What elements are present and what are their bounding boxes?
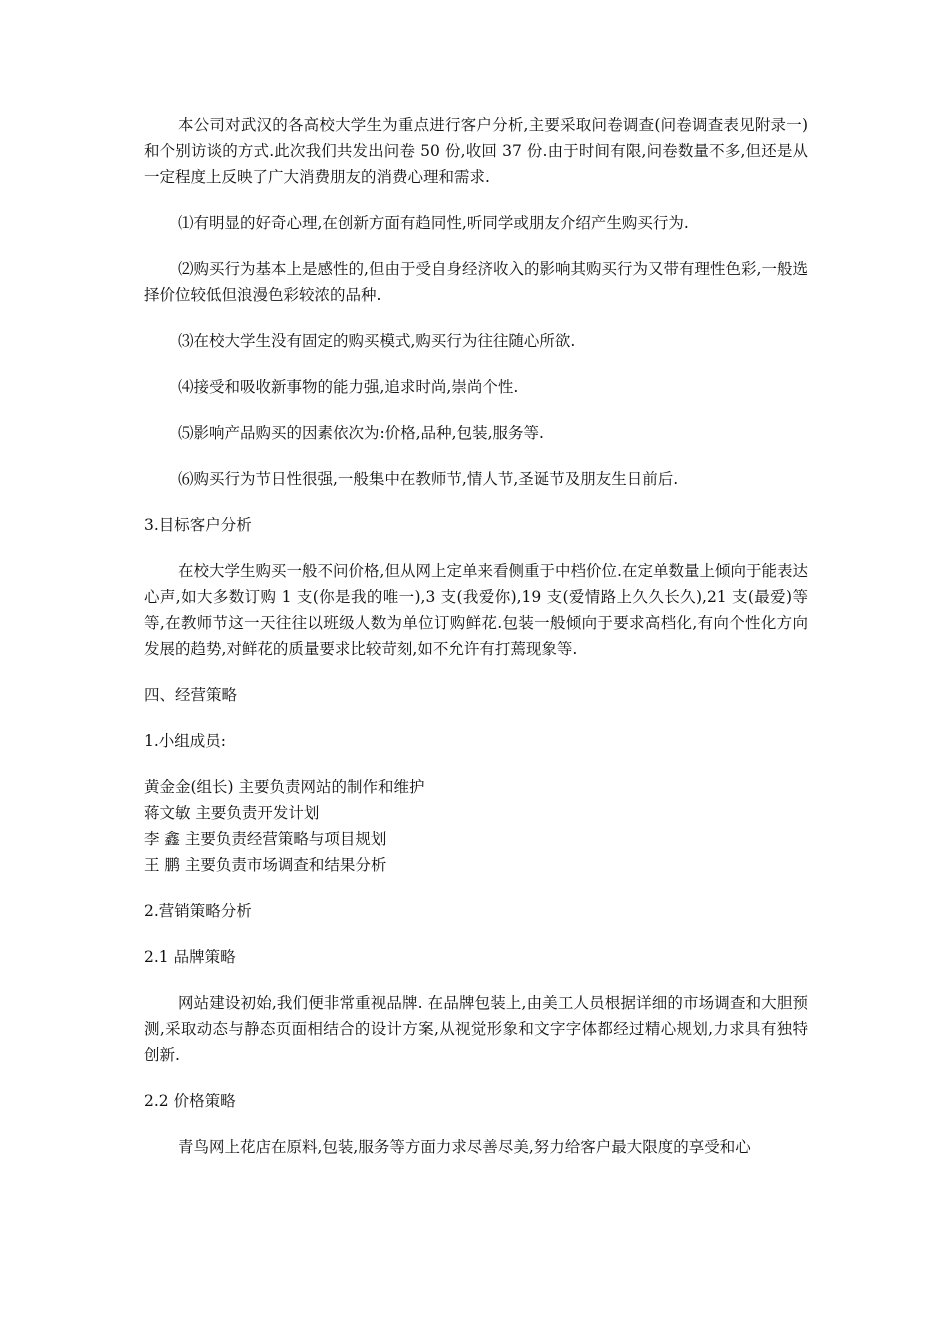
brand-paragraph: 网站建设初始,我们便非常重视品牌. 在品牌包装上,由美工人员根据详细的市场调查和大胆预测,采取动态与静态页面相结合的设计方案,从视觉形象和文字字体都经过精心规划,力求具有独特创新. — [144, 994, 808, 1064]
member-line: 李 鑫 主要负责经营策略与项目规划 — [144, 830, 387, 848]
document-page — [144, 112, 808, 1160]
members-list — [144, 774, 808, 878]
list-item: ⑶在校大学生没有固定的购买模式,购买行为往往随心所欲. — [178, 332, 576, 350]
member-line: 黄金金(组长) 主要负责网站的制作和维护 — [144, 778, 425, 796]
list-item: ⑵购买行为基本上是感性的,但由于受自身经济收入的影响其购买行为又带有理性色彩,一般选择价位较低但浪漫色彩较浓的品种. — [144, 260, 808, 304]
section-heading-price: 2.2 价格策略 — [144, 1092, 236, 1110]
list-item: ⑹购买行为节日性很强,一般集中在教师节,情人节,圣诞节及朋友生日前后. — [178, 470, 679, 488]
section-heading-target: 3.目标客户分析 — [144, 516, 252, 534]
list-item: ⑷接受和吸收新事物的能力强,追求时尚,崇尚个性. — [178, 378, 519, 396]
target-analysis-paragraph: 在校大学生购买一般不问价格,但从网上定单来看侧重于中档价位.在定单数量上倾向于能表达心声,如大多数订购 1 支(你是我的唯一),3 支(我爱你),19 支(爱情路上久久长久),21 支(最爱)等等,在教师节这一天往往以班级人数为单位订购鲜花.包装一般倾向于要求高档化,有向个性化方向发展的趋势,对鲜花的质量要求比较苛刻,如不允许有打蔫现象等. — [144, 562, 808, 658]
member-line: 蒋文敏 主要负责开发计划 — [144, 804, 320, 822]
list-item: ⑸影响产品购买的因素依次为:价格,品种,包装,服务等. — [178, 424, 544, 442]
section-heading-strategy: 四、经营策略 — [144, 686, 238, 704]
list-item: ⑴有明显的好奇心理,在创新方面有趋同性,听同学或朋友介绍产生购买行为. — [178, 214, 689, 232]
intro-paragraph: 本公司对武汉的各高校大学生为重点进行客户分析,主要采取问卷调查(问卷调查表见附录一)和个别访谈的方式.此次我们共发出问卷 50 份,收回 37 份.由于时间有限,问卷数量不多,但还是从一定程度上反映了广大消费朋友的消费心理和需求. — [144, 116, 808, 186]
member-line: 王 鹏 主要负责市场调查和结果分析 — [144, 856, 387, 874]
price-paragraph: 青鸟网上花店在原料,包装,服务等方面力求尽善尽美,努力给客户最大限度的享受和心 — [178, 1138, 751, 1156]
section-heading-marketing: 2.营销策略分析 — [144, 902, 252, 920]
section-heading-members: 1.小组成员: — [144, 732, 227, 750]
section-heading-brand: 2.1 品牌策略 — [144, 948, 236, 966]
